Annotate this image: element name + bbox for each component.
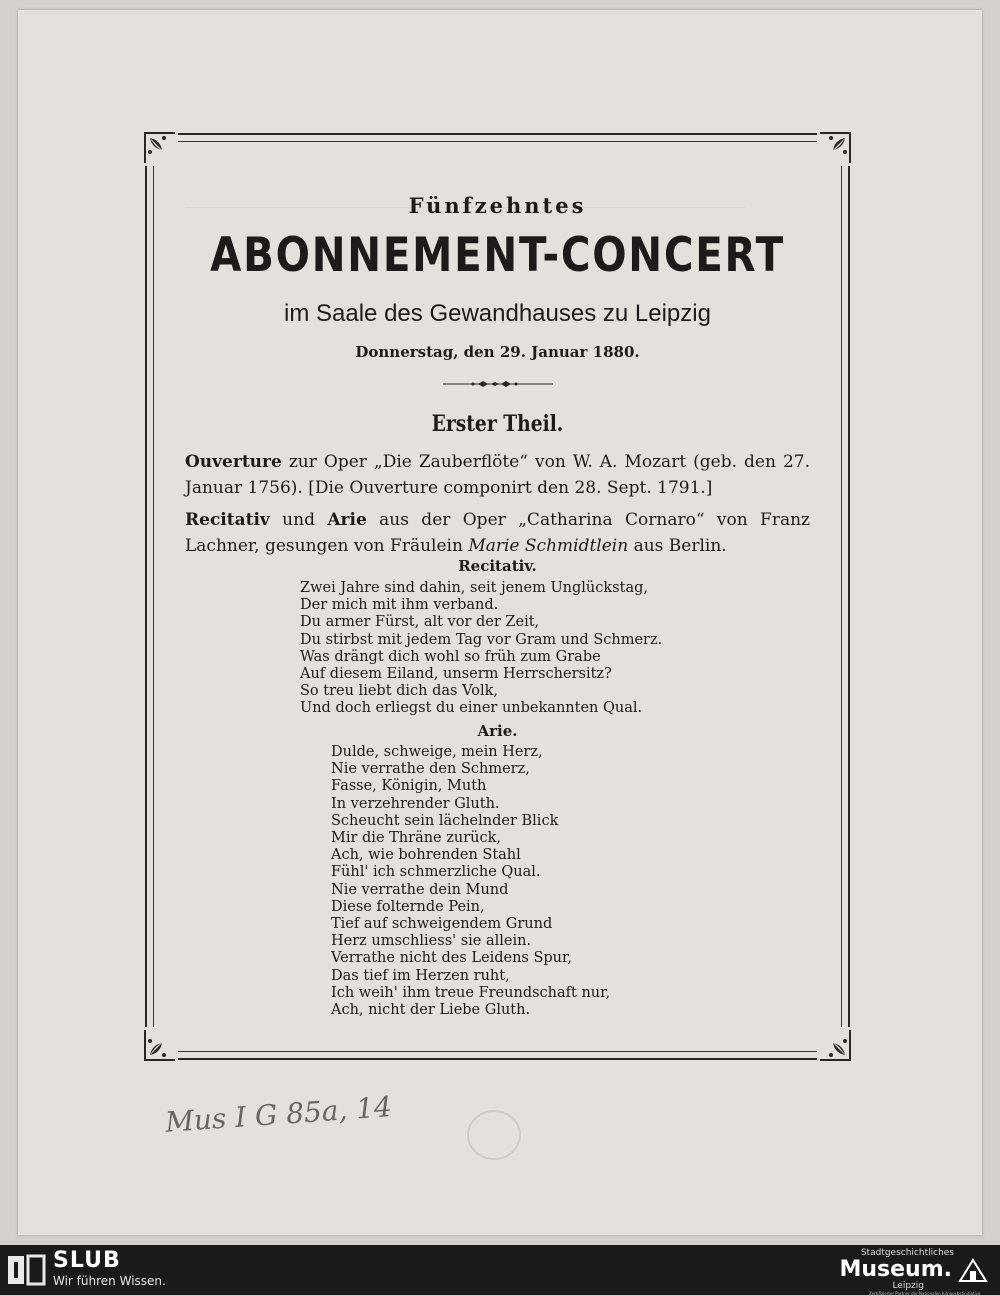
library-stamp [467, 1110, 521, 1160]
verse-line: Auf diesem Eiland, unserm Herrschersitz? [300, 666, 612, 683]
museum-name[interactable]: Museum. [839, 1257, 952, 1282]
verse-line: Scheucht sein lächelnder Blick [331, 812, 559, 829]
item-text: aus der Oper „Catharina Cornaro“ von Franz Lachner, gesungen von Fräulein [185, 510, 811, 556]
verse-line: Ach, wie bohrenden Stahl [331, 847, 521, 864]
verse-line: Ich weih' ihm treue Freundschaft nur, [331, 984, 611, 1001]
verse-line: In verzehrender Gluth. [331, 795, 500, 812]
programme-content [145, 133, 850, 1060]
recitativ-verses [300, 580, 780, 718]
verse-line: Verrathe nicht des Leidens Spur, [331, 950, 572, 967]
singer-name: Marie Schmidtlein [468, 536, 629, 556]
item-text: zur Oper „Die Zauberflöte“ von W. A. Mozart (geb. den 27. Januar 1756). [Die Ouverture componirt den 28. Sept. 1791.] [185, 452, 810, 498]
arie-verses [331, 744, 811, 1019]
verse-line: Diese folternde Pein, [331, 898, 485, 915]
item-title-arie: Arie [327, 510, 367, 530]
verse-line: Das tief im Herzen ruht, [331, 967, 510, 984]
verse-line: Herz umschliess' sie allein. [331, 933, 532, 950]
part-heading: Erster Theil. [431, 411, 564, 437]
verse-line: Zwei Jahre sind dahin, seit jenem Unglückstag, [300, 580, 648, 596]
verse-line: Der mich mit ihm verband. [300, 597, 499, 614]
divider-ornament-icon [145, 373, 850, 392]
item-title: Ouverture [185, 452, 282, 472]
concert-title: ABONNEMENT-CONCERT [210, 228, 785, 283]
programme-item-recitativ-arie [185, 507, 810, 559]
museum-partner: Zertifizierter Partner der Nationalen Kitnapsbstinitiative [869, 1291, 981, 1296]
verse-line: Du stirbst mit jedem Tag vor Gram und Schmerz. [300, 631, 663, 648]
recitativ-heading: Recitativ. [458, 557, 537, 575]
verse-line: Dulde, schweige, mein Herz, [331, 744, 543, 760]
library-tagline: Wir führen Wissen. [53, 1274, 166, 1288]
programme-item-overture [185, 449, 810, 501]
verse-line: Nie verrathe dein Mund [331, 881, 509, 898]
verse-line: Tief auf schweigendem Grund [331, 916, 553, 933]
verse-line: Nie verrathe den Schmerz, [331, 761, 530, 778]
verse-line: Fühl' ich schmerzliche Qual. [331, 864, 541, 881]
verse-line: Mir die Thräne zurück, [331, 830, 502, 847]
verse-line: Fasse, Königin, Muth [331, 778, 487, 795]
arie-heading: Arie. [477, 722, 518, 740]
handwritten-shelfmark: Mus I G 85a, 14 [164, 1090, 393, 1139]
verse-line: Ach, nicht der Liebe Gluth. [331, 1002, 531, 1019]
concert-date: Donnerstag, den 29. Januar 1880. [355, 343, 640, 361]
museum-logo-icon[interactable] [958, 1257, 988, 1283]
verse-line: Du armer Fürst, alt vor der Zeit, [300, 614, 540, 631]
slub-logo-icon[interactable] [6, 1252, 46, 1287]
museum-kicker: Stadtgeschichtliches [860, 1248, 954, 1258]
item-text-end: aus Berlin. [628, 536, 727, 556]
footer-bar [0, 1245, 1000, 1295]
verse-line: Was drängt dich wohl so früh zum Grabe [300, 648, 601, 665]
item-title-recitativ: Recitativ [185, 510, 270, 530]
verse-line: So treu liebt dich das Volk, [300, 683, 499, 700]
library-name[interactable]: SLUB [53, 1248, 121, 1273]
item-joiner: und [269, 510, 328, 530]
museum-city: Leipzig [892, 1281, 924, 1291]
venue: im Saale des Gewandhauses zu Leipzig [284, 300, 711, 327]
verse-line: Und doch erliegst du einer unbekannten Qual. [300, 700, 643, 717]
concert-number: Fünfzehntes [408, 193, 587, 218]
